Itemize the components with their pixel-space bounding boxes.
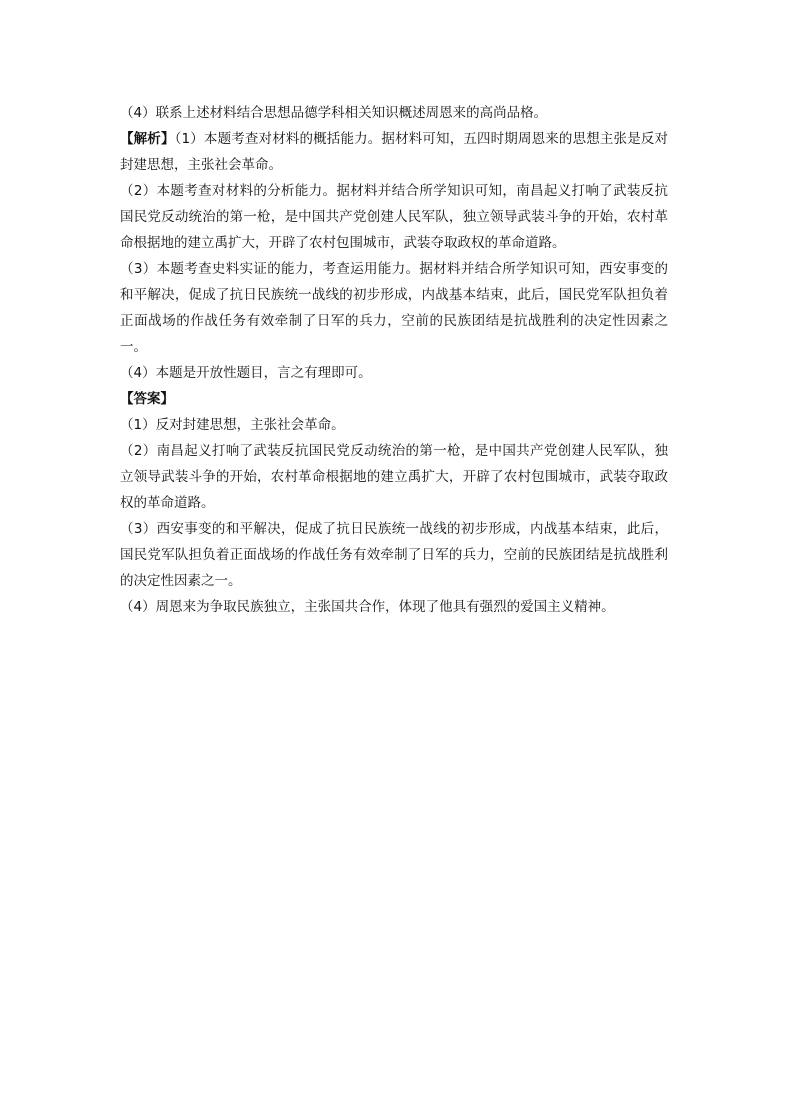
answer-4: （4）周恩来为争取民族独立，主张国共合作，体现了他具有强烈的爱国主义精神。 <box>120 599 615 615</box>
document-content <box>120 100 668 620</box>
analysis-paragraph-1 <box>120 126 668 178</box>
analysis-paragraph-2: （2）本题考查对材料的分析能力。据材料并结合所学知识可知，南昌起义打响了武装反抗国民党反动统治的第一枪，是中国共产党创建人民军队，独立领导武装斗争的开始，农村革命根据地的建立禹扩大，开辟了农村包围城市，武装夺取政权的革命道路。 <box>120 183 668 251</box>
question-4: （4）联系上述材料结合思想品德学科相关知识概述周恩来的高尚品格。 <box>120 105 548 121</box>
answer-2: （2）南昌起义打响了武装反抗国民党反动统治的第一枪，是中国共产党创建人民军队，独立领导武装斗争的开始，农村革命根据地的建立禹扩大，开辟了农村包围城市，武装夺取政权的革命道路。 <box>120 443 668 511</box>
answer-3: （3）西安事变的和平解决，促成了抗日民族统一战线的初步形成，内战基本结束，此后，国民党军队担负着正面战场的作战任务有效牵制了日军的兵力，空前的民族团结是抗战胜利的决定性因素之一。 <box>120 521 668 589</box>
analysis-paragraph-3: （3）本题考查史料实证的能力，考查运用能力。据材料并结合所学知识可知，西安事变的和平解决，促成了抗日民族统一战线的初步形成，内战基本结束，此后，国民党军队担负着正面战场的作战任务有效牵制了日军的兵力，空前的民族团结是抗战胜利的决定性因素之一。 <box>120 261 668 355</box>
analysis-text-1: （1）本题考查对材料的概括能力。据材料可知，五四时期周恩来的思想主张是反对封建思想，主张社会革命。 <box>120 131 669 173</box>
answer-heading: 【答案】 <box>120 391 174 407</box>
answer-1: （1）反对封建思想，主张社会革命。 <box>120 417 345 433</box>
analysis-paragraph-4: （4）本题是开放性题目，言之有理即可。 <box>120 365 372 381</box>
analysis-heading: 【解析】 <box>120 131 175 147</box>
